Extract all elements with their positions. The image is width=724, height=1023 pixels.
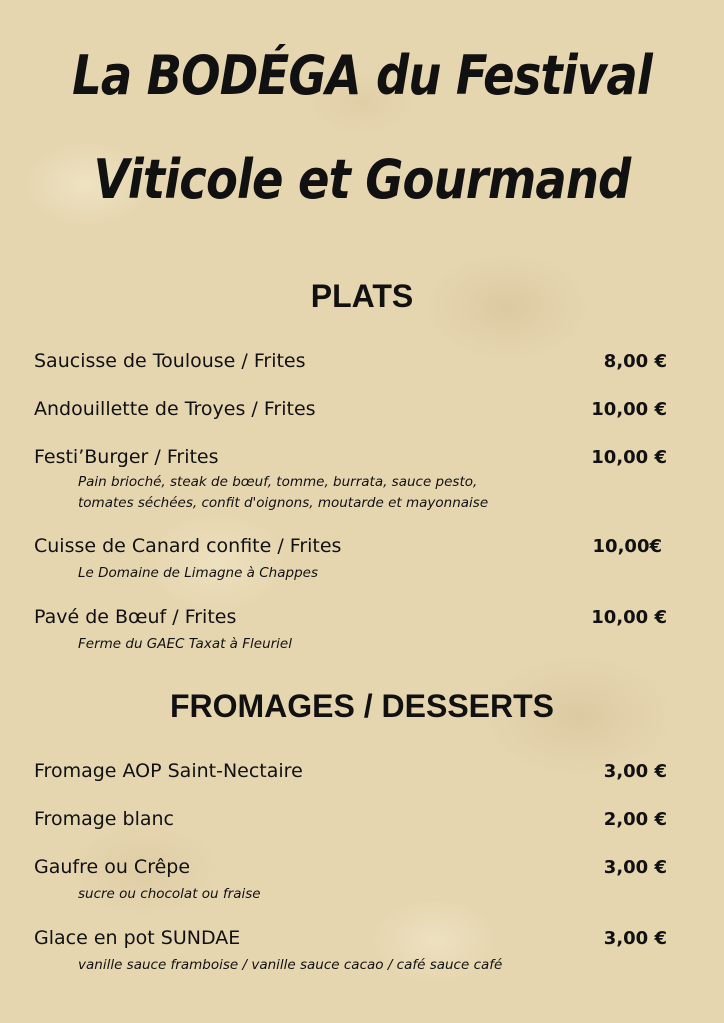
menu-item-description: sucre ou chocolat ou fraise bbox=[78, 886, 261, 902]
menu-item-price: 2,00 € bbox=[603, 809, 667, 830]
menu-item-name: Pavé de Bœuf / Frites bbox=[34, 606, 237, 628]
menu-item-name: Cuisse de Canard confite / Frites bbox=[34, 535, 342, 557]
menu-item-price: 10,00 € bbox=[591, 399, 667, 420]
menu-item-name: Festi’Burger / Frites bbox=[34, 446, 219, 468]
menu-item-description: Ferme du GAEC Taxat à Fleuriel bbox=[78, 636, 292, 652]
menu-item-name: Glace en pot SUNDAE bbox=[34, 927, 241, 949]
menu-item-name: Saucisse de Toulouse / Frites bbox=[34, 350, 306, 372]
menu-item-price: 3,00 € bbox=[603, 857, 667, 878]
menu-item-price: 3,00 € bbox=[603, 761, 667, 782]
menu-item-price: 10,00 € bbox=[591, 447, 667, 468]
menu-item-name: Fromage blanc bbox=[34, 808, 174, 830]
menu-item-name: Gaufre ou Crêpe bbox=[34, 856, 191, 878]
menu-title-line-2: Viticole et Gourmand bbox=[93, 148, 631, 211]
menu-item-price: 10,00€ bbox=[592, 536, 662, 557]
menu-title-line-1: La BODÉGA du Festival bbox=[72, 44, 652, 107]
menu-item-name: Fromage AOP Saint-Nectaire bbox=[34, 760, 303, 782]
menu-item-name: Andouillette de Troyes / Frites bbox=[34, 398, 316, 420]
menu-item-price: 8,00 € bbox=[603, 351, 667, 372]
section-title-plats: PLATS bbox=[310, 278, 414, 314]
menu-item-description: Pain brioché, steak de bœuf, tomme, burrata, sauce pesto, bbox=[78, 474, 478, 490]
menu-item-description: Le Domaine de Limagne à Chappes bbox=[78, 565, 318, 581]
menu-item-price: 10,00 € bbox=[591, 607, 667, 628]
menu-item-price: 3,00 € bbox=[603, 928, 667, 949]
section-title-fromages-desserts: FROMAGES / DESSERTS bbox=[169, 688, 555, 724]
menu-item-description: vanille sauce framboise / vanille sauce cacao / café sauce café bbox=[78, 957, 503, 973]
menu-item-description: tomates séchées, confit d'oignons, moutarde et mayonnaise bbox=[78, 495, 489, 511]
